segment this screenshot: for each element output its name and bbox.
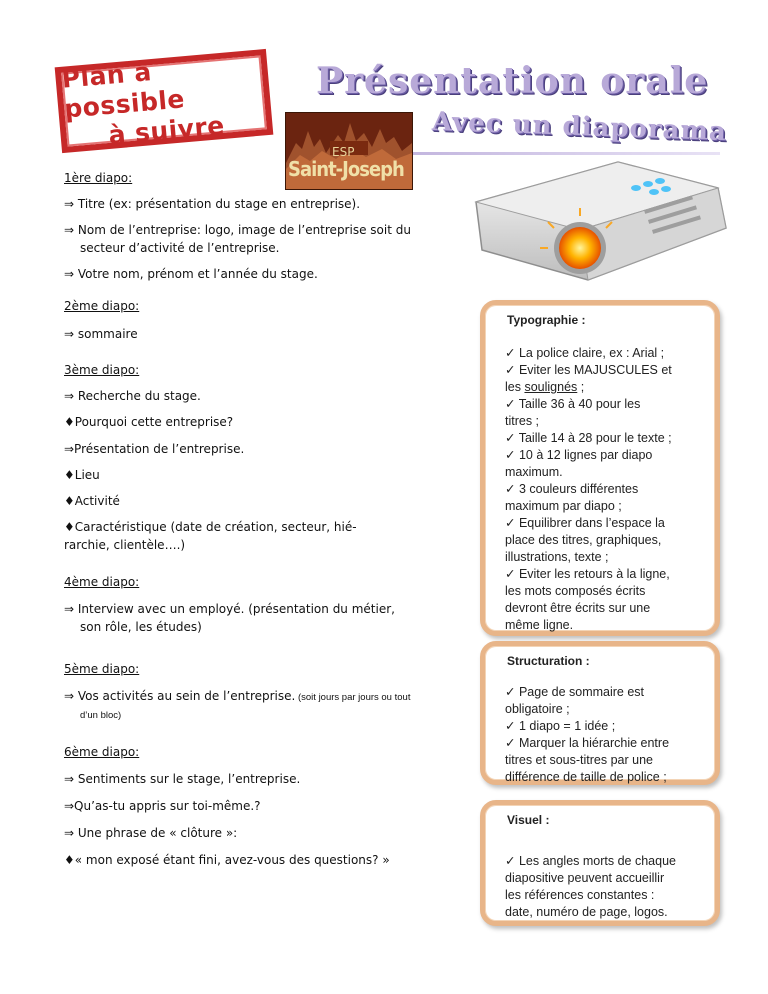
typography-line: ✓ 10 à 12 lignes par diapo xyxy=(505,448,653,462)
typography-line: maximum. xyxy=(505,465,563,479)
plan-stamp xyxy=(55,49,274,153)
slide-1-heading: 1ère diapo: xyxy=(64,171,133,185)
slide-3-line-4: ♦Lieu xyxy=(64,468,100,482)
slide-3-line-7: rarchie, clientèle….) xyxy=(64,538,186,552)
slide-5-line-1-note: (soit jours par jours ou tout xyxy=(295,692,411,703)
slide-3-line-1: ⇒ Recherche du stage. xyxy=(64,389,201,403)
structuration-line: titres et sous-titres par une xyxy=(505,753,653,767)
typography-line: titres ; xyxy=(505,414,540,428)
structuration-line: ✓ Marquer la hiérarchie entre xyxy=(505,736,670,750)
structuration-line: obligatoire ; xyxy=(505,702,570,716)
structuration-box xyxy=(480,641,720,785)
slide-2-heading: 2ème diapo: xyxy=(64,299,140,313)
slide-3-line-5: ♦Activité xyxy=(64,494,120,508)
typography-line: maximum par diapo ; xyxy=(505,499,622,513)
slide-5-line-2: d’un bloc) xyxy=(80,710,122,721)
typography-line: ✓ 3 couleurs différentes xyxy=(505,482,639,496)
typography-line: ✓ Taille 36 à 40 pour les xyxy=(505,397,641,411)
page-subtitle: Avec un diaporama xyxy=(431,106,728,148)
slide-5-heading: 5ème diapo: xyxy=(64,662,140,676)
slide-1-line-1: ⇒ Titre (ex: présentation du stage en entreprise). xyxy=(64,197,361,211)
slide-6-line-1: ⇒ Sentiments sur le stage, l’entreprise. xyxy=(64,772,301,786)
structuration-title: Structuration : xyxy=(507,654,590,668)
typography-line: les soulignés ; xyxy=(505,380,585,394)
structuration-line: ✓ 1 diapo = 1 idée ; xyxy=(505,719,616,733)
typography-line: ✓ Eviter les retours à la ligne, xyxy=(505,567,670,581)
stamp-line-2: à suivre xyxy=(107,110,226,150)
slide-2-line-1: ⇒ sommaire xyxy=(64,327,138,341)
slide-4-line-2: son rôle, les études) xyxy=(80,620,202,634)
typography-line: ✓ Equilibrer dans l’espace la xyxy=(505,516,665,530)
typography-line: les mots composés écrits xyxy=(505,584,646,598)
slide-6-line-3: ⇒ Une phrase de « clôture »: xyxy=(64,826,238,840)
typography-line: même ligne. xyxy=(505,618,574,632)
slide-6-line-4: ♦« mon exposé étant fini, avez-vous des questions? » xyxy=(64,853,390,867)
school-logo xyxy=(285,112,413,190)
slide-4-line-1: ⇒ Interview avec un employé. (présentation du métier, xyxy=(64,602,395,616)
typography-line: ✓ La police claire, ex : Arial ; xyxy=(505,346,665,360)
visuel-line: les références constantes : xyxy=(505,888,655,902)
slide-6-line-2: ⇒Qu’as-tu appris sur toi-même.? xyxy=(64,799,261,813)
logo-main-text: Saint-Joseph xyxy=(288,157,404,181)
visuel-line: date, numéro de page, logos. xyxy=(505,905,668,919)
slide-4-heading: 4ème diapo: xyxy=(64,575,140,589)
slide-3-line-2: ♦Pourquoi cette entreprise? xyxy=(64,415,234,429)
visuel-title: Visuel : xyxy=(507,813,550,827)
stamp-line-1: Plan à possible xyxy=(60,57,186,124)
slide-3-line-3: ⇒Présentation de l’entreprise. xyxy=(64,442,245,456)
souligne-word: soulignés xyxy=(524,380,578,394)
slide-3-heading: 3ème diapo: xyxy=(64,363,140,377)
slide-6-heading: 6ème diapo: xyxy=(64,745,140,759)
structuration-line: différence de taille de police ; xyxy=(505,770,667,784)
typography-box xyxy=(480,300,720,636)
visuel-line: ✓ Les angles morts de chaque xyxy=(505,854,676,868)
slide-3-line-6: ♦Caractéristique (date de création, secteur, hié- xyxy=(64,520,357,534)
typography-line: devront être écrits sur une xyxy=(505,601,651,615)
slide-1-line-2: ⇒ Nom de l’entreprise: logo, image de l’entreprise soit du xyxy=(64,223,411,237)
typography-line: illustrations, texte ; xyxy=(505,550,609,564)
projector-icon xyxy=(468,154,730,288)
slide-5-line-1-main: ⇒ Vos activités au sein de l’entreprise. xyxy=(64,689,296,703)
page-title: Présentation orale xyxy=(316,60,709,102)
typography-title: Typographie : xyxy=(507,313,586,327)
slide-1-line-4: ⇒ Votre nom, prénom et l’année du stage. xyxy=(64,267,318,281)
structuration-line: ✓ Page de sommaire est xyxy=(505,685,645,699)
visuel-line: diapositive peuvent accueillir xyxy=(505,871,665,885)
visuel-box xyxy=(480,800,720,926)
slide-1-line-3: secteur d’activité de l’entreprise. xyxy=(80,241,280,255)
typography-line: ✓ Eviter les MAJUSCULES et xyxy=(505,363,672,377)
slide-5-line-1 xyxy=(64,688,410,706)
typography-line: ✓ Taille 14 à 28 pour le texte ; xyxy=(505,431,672,445)
typography-line: place des titres, graphiques, xyxy=(505,533,662,547)
logo-esp-text: ESP xyxy=(332,145,355,159)
